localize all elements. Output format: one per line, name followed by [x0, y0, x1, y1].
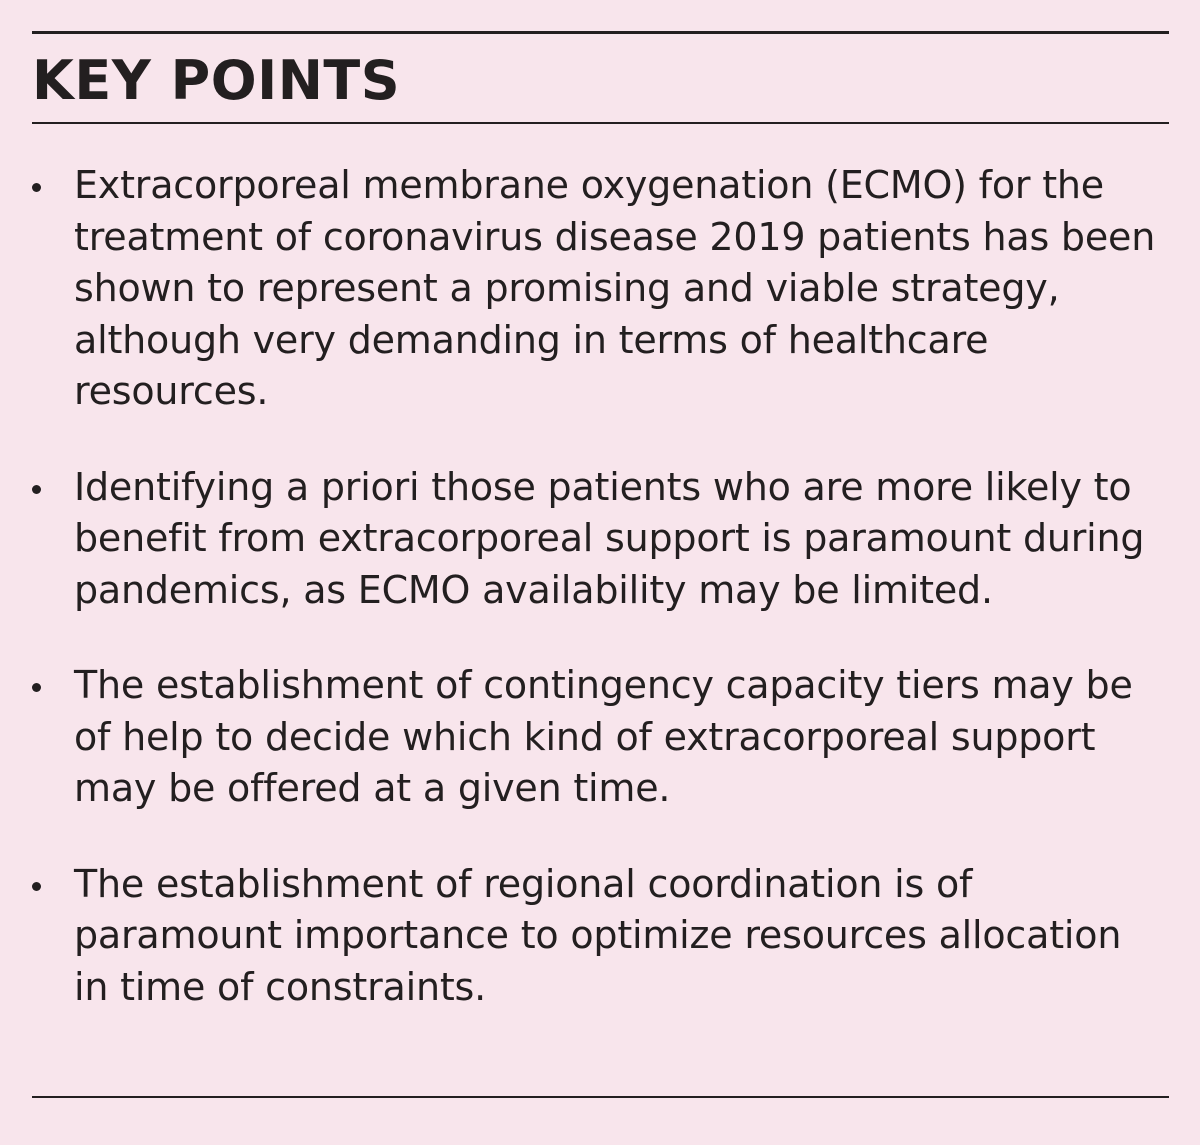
top-rule [32, 31, 1169, 34]
bottom-rule [32, 1096, 1169, 1098]
bullet-icon [32, 183, 41, 192]
key-point-item [32, 859, 1162, 1014]
key-point-item [32, 462, 1162, 617]
key-point-item [32, 160, 1162, 418]
bullet-icon [32, 882, 41, 891]
key-point-item [32, 660, 1162, 815]
key-point-text: The establishment of contingency capacity tiers may be of help to decide which kind of extracorporeal support may be offered at a given time. [74, 663, 1133, 810]
title-divider [32, 122, 1169, 124]
bullet-icon [32, 683, 41, 692]
key-point-text: The establishment of regional coordination is of paramount importance to optimize resources allocation in time of constraints. [74, 861, 1122, 1009]
bullet-icon [32, 485, 41, 494]
key-point-text: Extracorporeal membrane oxygenation (ECMO) for the treatment of coronavirus disease 2019 patients has been shown to represent a promising and viable strategy, although very demanding in terms of healthcare resources. [74, 163, 1156, 413]
key-points-title: KEY POINTS [32, 49, 401, 112]
key-points-list [32, 160, 1162, 1057]
key-point-text: Identifying a priori those patients who are more likely to benefit from extracorporeal support is paramount during pandemics, as ECMO availability may be limited. [74, 464, 1145, 612]
